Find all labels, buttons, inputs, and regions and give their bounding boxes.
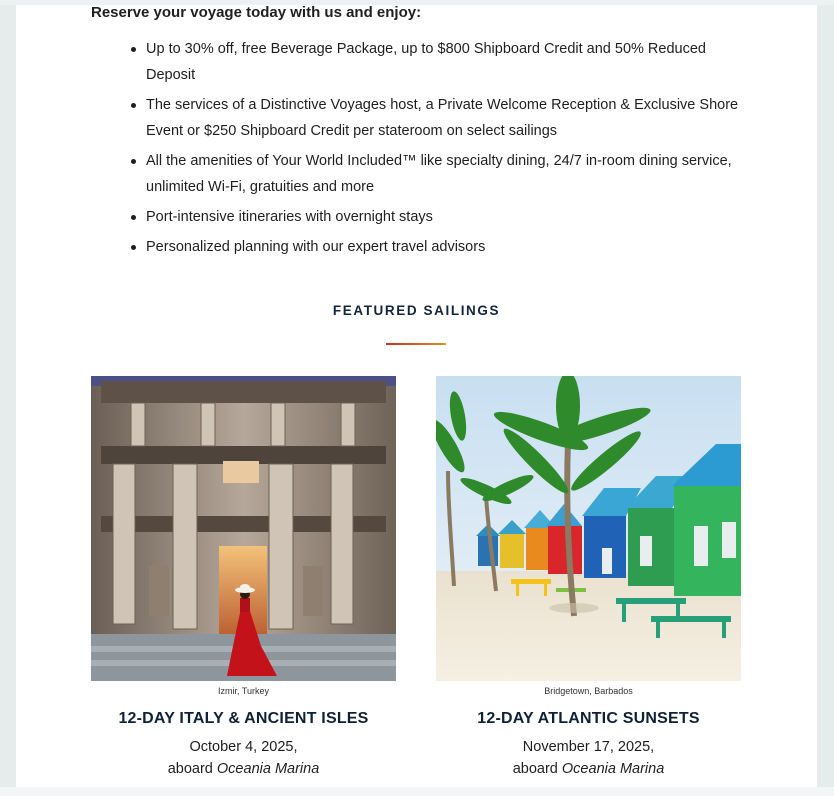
sailing-title[interactable]: 12-DAY ITALY & ANCIENT ISLES — [118, 710, 369, 727]
photo-caption: Bridgetown, Barbados — [544, 686, 633, 696]
list-item: Port-intensive itineraries with overnight stays — [146, 204, 751, 230]
photo-caption: Izmir, Turkey — [217, 686, 269, 696]
sailing-card-italy[interactable] — [91, 376, 396, 780]
ship-name: Oceania Marina — [216, 761, 320, 777]
list-item: Personalized planning with our expert travel advisors — [146, 234, 751, 260]
library-of-celsus-photo[interactable] — [91, 376, 396, 681]
sailing-date: November 17, 2025, — [522, 739, 655, 755]
email-content-card — [16, 5, 817, 787]
list-item: Up to 30% off, free Beverage Package, up to $800 Shipboard Credit and 50% Reduced Deposit — [146, 36, 751, 88]
sailing-ship — [91, 758, 396, 780]
sailing-ship — [436, 758, 741, 780]
perks-list — [91, 36, 751, 264]
ship-name: Oceania Marina — [561, 761, 665, 777]
aboard-label: aboard — [512, 761, 558, 777]
sailing-title[interactable]: 12-DAY ATLANTIC SUNSETS — [477, 710, 700, 727]
list-item: The services of a Distinctive Voyages host, a Private Welcome Reception & Exclusive Shore Event or $250 Shipboard Credit per stateroom on select sailings — [146, 92, 751, 144]
sailing-card-atlantic[interactable] — [436, 376, 741, 780]
barbados-beach-huts-photo[interactable] — [436, 376, 741, 681]
aboard-label: aboard — [167, 761, 213, 777]
bottom-bar — [0, 787, 834, 796]
sailing-date: October 4, 2025, — [189, 739, 298, 755]
intro-heading: Reserve your voyage today with us and enjoy: — [91, 4, 422, 21]
list-item: All the amenities of Your World Included™ like specialty dining, 24/7 in-room dining service, unlimited Wi-Fi, gratuities and more — [146, 148, 751, 200]
heading-divider — [386, 343, 446, 345]
featured-sailings-heading: FEATURED SAILINGS — [332, 303, 501, 318]
